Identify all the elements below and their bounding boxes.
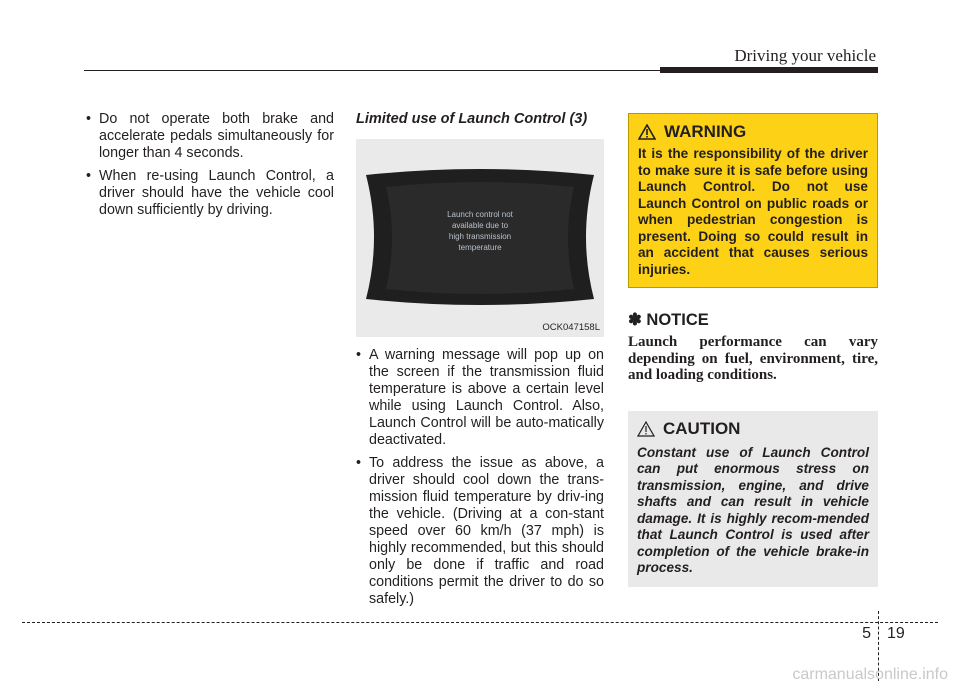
right-column (628, 113, 878, 587)
notice-text: Launch performance can vary depending on fuel, environment, tire, and loading conditions. (628, 334, 878, 383)
warning-header (638, 122, 868, 142)
warning-triangle-icon (638, 124, 656, 140)
watermark: carmanualsonline.info (792, 666, 948, 683)
warning-text: It is the responsibility of the driver to make sure it is safe before using Launch Control. Do not use Launch Control on public roads or when pedestrian congestion is present. Doing so could result in an accident that causes serious injuries. (638, 146, 868, 277)
page-number: 19 (887, 625, 905, 642)
caution-box (628, 411, 878, 587)
left-column (86, 111, 334, 225)
cluster-message-line: available due to (451, 221, 509, 230)
left-bullet-list (86, 111, 334, 219)
notice-title: ✽ NOTICE (628, 311, 709, 329)
list-item: • When re-using Launch Control, a driver should have the vehicle cool down sufficiently by driving. (86, 168, 334, 219)
section-header-title: Driving your vehicle (734, 46, 876, 65)
section-number: 5 (862, 625, 871, 642)
header-rule-thick (660, 67, 878, 73)
cluster-warning-figure (356, 139, 604, 337)
header-rule-thin (84, 70, 660, 71)
middle-column (356, 111, 604, 614)
caution-title: CAUTION (663, 418, 741, 438)
warning-box (628, 113, 878, 288)
figure-code: OCK047158L (542, 322, 600, 333)
cluster-message (356, 209, 604, 253)
caution-header (637, 419, 869, 439)
caution-triangle-icon (637, 421, 655, 437)
list-item: • Do not operate both brake and accelerate pedals simultaneously for longer than 4 seconds. (86, 111, 334, 162)
list-item: • To address the issue as above, a driver should cool down the trans-mission fluid temperature by driv-ing the vehicle. (Driving at a con-stant speed over 60 km/h (37 mph) is highly recommended, but this should only be done if traffic and road conditions permit the driver to do so safely.) (356, 455, 604, 608)
list-item: • A warning message will pop up on the screen if the transmission fluid temperature is above a certain level while using Launch Control. Also, Launch Control will be auto-matically deactivated. (356, 347, 604, 449)
subsection-title: Limited use of Launch Control (3) (356, 111, 588, 127)
footer-rule (22, 622, 938, 623)
cluster-message-line: high transmission (448, 232, 512, 241)
warning-title: WARNING (664, 122, 747, 141)
cluster-message-line: temperature (458, 243, 502, 252)
cluster-message-line: Launch control not (447, 210, 513, 219)
middle-bullet-list (356, 347, 604, 608)
caution-text: Constant use of Launch Control can put enormous stress on transmission, engine, and drive shafts and can result in vehicle damage. It is highly recom-mended that Launch Control is used after completion of the vehicle brake-in process. (637, 444, 869, 575)
